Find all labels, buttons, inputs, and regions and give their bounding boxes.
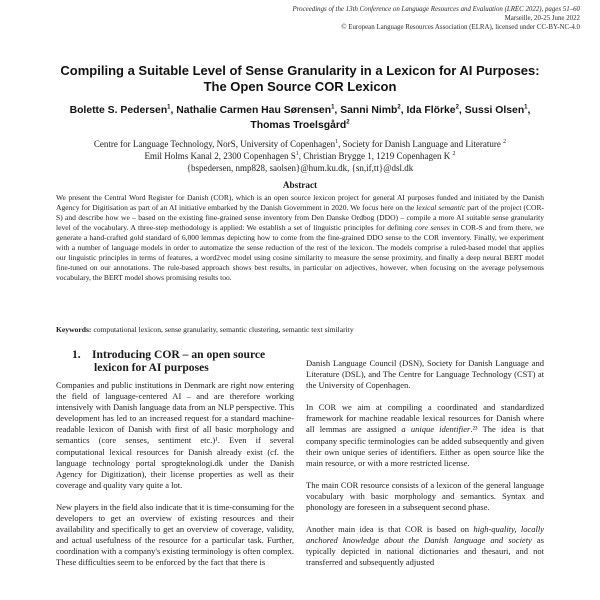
body-paragraph: Danish Language Council (DSN), Society for Danish Language and Literature (DSL), and The Centre for Language Technology (CST) at the University of Copenhagen.	[306, 358, 544, 391]
affiliation-mark: 1	[167, 104, 171, 111]
body-paragraph	[306, 402, 544, 469]
affiliation-mark: 1	[331, 104, 335, 111]
affiliation-mark: 2	[346, 119, 350, 126]
body-text: as typically depicted in national dictionaries and thesauri, and not transferred and subsequently adjusted	[306, 535, 544, 568]
email-line: {bspedersen, nmp828, saolsen}@hum.ku.dk, {sn,if,tt}@dsl.dk	[186, 163, 414, 173]
affiliation-text: Centre for Language Technology, NorS, University of Copenhagen	[93, 139, 336, 149]
license-line: © European Language Resources Association (ELRA), licensed under CC-BY-NC-4.0	[341, 24, 580, 32]
body-emphasis: high-quality, locally anchored knowledge about the Danish language and society	[306, 524, 545, 546]
body-text: .²³ The idea is that company specific terminologies can be added subsequently and given their own unique series of identifiers. Either as open source like the main resource, or with a more restricted license.	[306, 424, 544, 468]
body-paragraph: New players in the field also indicate that it is time-consuming for the developers to get an overview of existing resources and their availability and specifically to get an overview of coverage, validity, and actual usefulness of the resource for a particular task. Further, coordination with a company's existing terminology is often complex. These difficulties seem to be enforced by the fact that there is	[56, 501, 294, 568]
affiliation-mark: 1	[524, 104, 528, 111]
author-name: Sussi Olsen	[464, 105, 525, 116]
abstract-emphasis: core senses	[414, 223, 450, 233]
author-line-1: Bolette S. Pedersen$^1$, Nathalie Carmen Hau Sørensen$^1$, Sanni Nimb$^2$, Ida Flörke$^2$, Sussi Olsen$^1$,	[69, 104, 531, 116]
keywords-label: Keywords:	[56, 325, 92, 334]
address-text: Emil Holms Kanal 2, 2300 Copenhagen S	[144, 151, 296, 161]
abstract-emphasis: lexical semantic	[416, 203, 466, 213]
section-title-2: lexicon for AI purposes	[94, 361, 209, 374]
abstract-text: part of the project (COR-S) and describe how we – based on the existing fine-grained sense inventory from Den Danske Ordbog (DDO) – compile a more AI suitable sense granularity level of the vocabulary. A three-step methodology is applied: We establish a set of linguistic principles for defining	[56, 203, 544, 233]
affiliation-line-1	[30, 138, 570, 150]
abstract-heading: Abstract	[282, 180, 318, 190]
abstract-text: We present the Central Word Register for Danish (COR), which is an open source lexicon project for general AI purposes funded and initiated by the Danish Agency for Digitisation as part of an AI initiative embarked by the Danish Government in 2020. We focus here on the	[56, 193, 544, 213]
section-heading	[56, 348, 294, 374]
author-list	[40, 103, 560, 133]
section-title-1: Introducing COR – an open source	[92, 348, 266, 361]
paper-title	[40, 63, 560, 95]
affiliation-mark: 2	[452, 151, 456, 157]
body-paragraph: The main COR resource consists of a lexicon of the general language vocabulary with basic morphology and semantics. Syntax and phonology are foreseen in a subsequent second phase.	[306, 479, 544, 513]
body-paragraph: Companies and public institutions in Denmark are right now entering the field of language-centered AI – and are therefore working intensively with Danish language data from an NLP perspective. This development has led to an increased request for a standard machine-readable lexicon of Danish with first of all basic morphology and semantics (core senses, sentiment etc.)¹. Even if several computational lexical resources for Danish already exist (cf. the language technology portal sprogteknologi.dk under the Danish Agency for Digitization), their license properties as well as their coverage and quality vary quite a lot.	[56, 380, 294, 490]
section-number: 1.	[72, 348, 81, 361]
affiliation-mark: 2	[455, 104, 459, 111]
venue-line: Marseille, 20-25 June 2022	[504, 15, 580, 23]
affiliation-mark: 2	[397, 104, 401, 111]
affiliation-mark: 1	[335, 139, 339, 145]
right-column	[306, 358, 544, 580]
title-line-1: Compiling a Suitable Level of Sense Granularity in a Lexicon for AI Purposes:	[60, 63, 540, 78]
affiliation-mark: 1	[295, 151, 299, 157]
body-paragraph	[306, 524, 544, 568]
affiliations	[30, 138, 570, 174]
author-name: Sanni Nimb	[340, 105, 398, 116]
author-name: Ida Flörke	[406, 105, 456, 116]
left-column	[56, 348, 294, 580]
body-text: In COR we aim at compiling a coordinated and standardized framework for machine readable lexical resources for Danish where all lemmas are assigned	[306, 402, 544, 435]
affiliation-text: , Society for Danish Language and Literature	[338, 139, 504, 149]
address-text: , Christian Brygge 1, 1219 Copenhagen K	[298, 151, 453, 161]
body-text: Another main idea is that COR is based on	[306, 524, 474, 535]
proceedings-header	[293, 5, 580, 33]
keywords	[56, 325, 544, 335]
title-line-2: The Open Source COR Lexicon	[203, 79, 397, 94]
abstract-text: in COR-S and from there, we generate a hand-crafted gold standard of 6,000 lemmas depicting how to come from the fine-grained DDO sense to the COR inventory. Finally, we experiment with a number of language models in order to automatize the sense reduction of the rest of the lexicon. The models comprise a ruled-based model that applies our linguistic principles in terms of features, a word2vec model using cosine similarity to measure the sense proximity, and finally a deep neural BERT model fine-tuned on our annotations. The rule-based approach shows best results, in particular on adjectives, however, when focusing on the average polysemous vocabulary, the BERT model shows promising results too.	[56, 223, 544, 283]
author-name: Bolette S. Pedersen	[69, 105, 168, 116]
affiliation-mark: 2	[503, 139, 507, 145]
author-line-2	[40, 118, 560, 133]
author-name: Thomas Troelsgård	[250, 120, 347, 131]
keywords-text: computational lexicon, sense granularity, semantic clustering, semantic text similarity	[91, 325, 354, 334]
proceedings-line: Proceedings of the 13th Conference on Language Resources and Evaluation (LREC 2022), pages 51–60	[292, 6, 580, 13]
author-name: Nathalie Carmen Hau Sørensen	[176, 105, 332, 116]
body-emphasis: a unique identifier	[401, 424, 471, 435]
affiliation-line-2	[30, 150, 570, 162]
abstract-body	[56, 193, 544, 283]
